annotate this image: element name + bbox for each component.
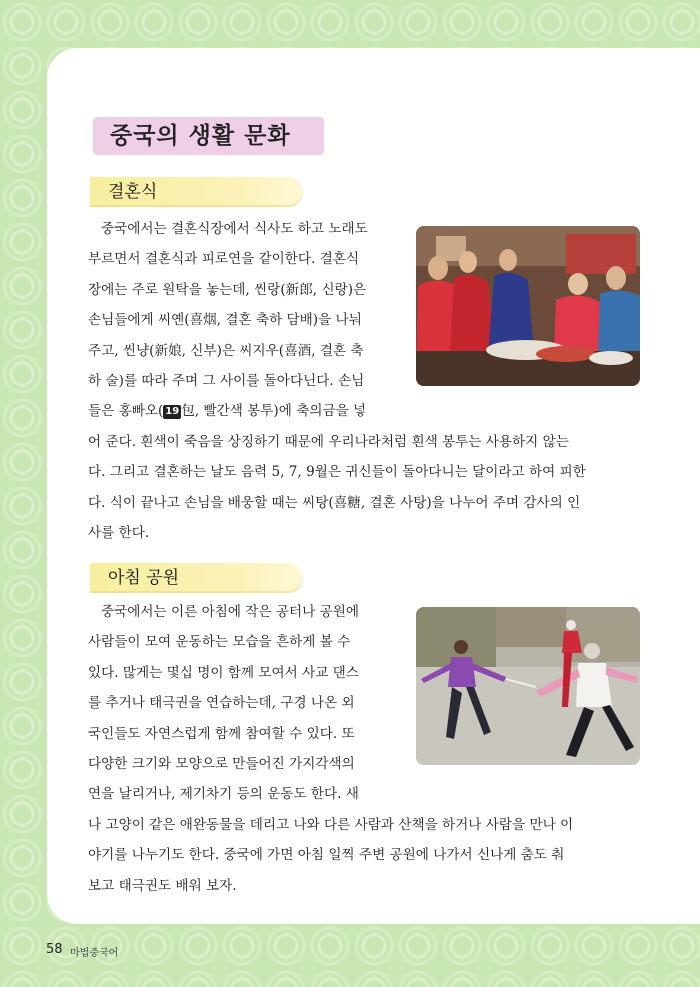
text-line: 다. 그리고 결혼하는 날도 음력 5, 7, 9월은 귀신들이 돌아다니는 달이라고 하여 피한 [88,464,586,481]
section-heading-wedding: 결혼식 [108,182,158,202]
page-number: 58 [46,942,63,957]
text-line: 장에는 주로 원탁을 놓는데, 씬랑(新郎, 신랑)은 [88,281,367,298]
wedding-paragraph [88,214,644,548]
text-line: 주고, 씬냥(新娘, 신부)은 씨지우(喜酒, 결혼 축 [88,342,364,359]
text-line: 부르면서 결혼식과 피로연을 같이한다. 결혼식 [88,251,360,268]
page-title: 중국의 생활 문화 [110,123,291,149]
text-line: 국인들도 자연스럽게 함께 참여할 수 있다. 또 [88,725,355,742]
text-line: 다. 식이 끝나고 손님을 배웅할 때는 씨탕(喜糖, 결혼 사탕)을 나누어 주며 감사의 인 [88,494,581,511]
text-line: 있다. 많게는 몇십 명이 함께 모여서 사교 댄스 [88,664,359,681]
text-line: 나 고양이 같은 애완동물을 데리고 나와 다른 사람과 산책을 하거나 사람을 만나 이 [88,816,574,833]
character-badge: 19 [165,406,180,418]
text-line: 를 추거나 태극권을 연습하는데, 구경 나온 외 [88,695,355,712]
section-heading-morning-park: 아침 공원 [108,568,180,588]
text-fragment: 들은 홍빠오( [88,403,164,420]
text-line: 보고 태극권도 배워 보자. [88,877,237,894]
text-line: 사를 한다. [88,524,150,541]
text-line: 야기를 나누기도 한다. 중국에 가면 아침 일찍 주변 공원에 나가서 신나게 춤도 춰 [88,847,565,864]
text-fragment: 包, 빨간색 봉투)에 축의금을 넣 [181,403,367,420]
text-line: 중국에서는 결혼식장에서 식사도 하고 노래도 [101,221,368,237]
text-line: 어 준다. 흰색이 죽음을 상징하기 때문에 우리나라처럼 흰색 봉투는 사용하지 않는 [88,433,569,450]
morning-park-paragraph [88,597,644,901]
book-title: 마법중국어 [70,948,119,959]
text-line: 사람들이 모여 운동하는 모습을 흔하게 볼 수 [88,634,351,651]
text-line: 다양한 크기와 모양으로 만들어진 가지각색의 [88,755,355,772]
text-line [88,396,644,426]
text-line: 중국에서는 이른 아침에 작은 공터나 공원에 [101,604,359,620]
text-line: 손님들에게 씨옌(喜烟, 결혼 축하 담배)을 나눠 [88,312,362,329]
text-line: 연을 날리거나, 제기차기 등의 운동도 한다. 새 [88,786,359,803]
text-line: 하 술)를 따라 주며 그 사이를 돌아다닌다. 손님 [88,372,365,389]
